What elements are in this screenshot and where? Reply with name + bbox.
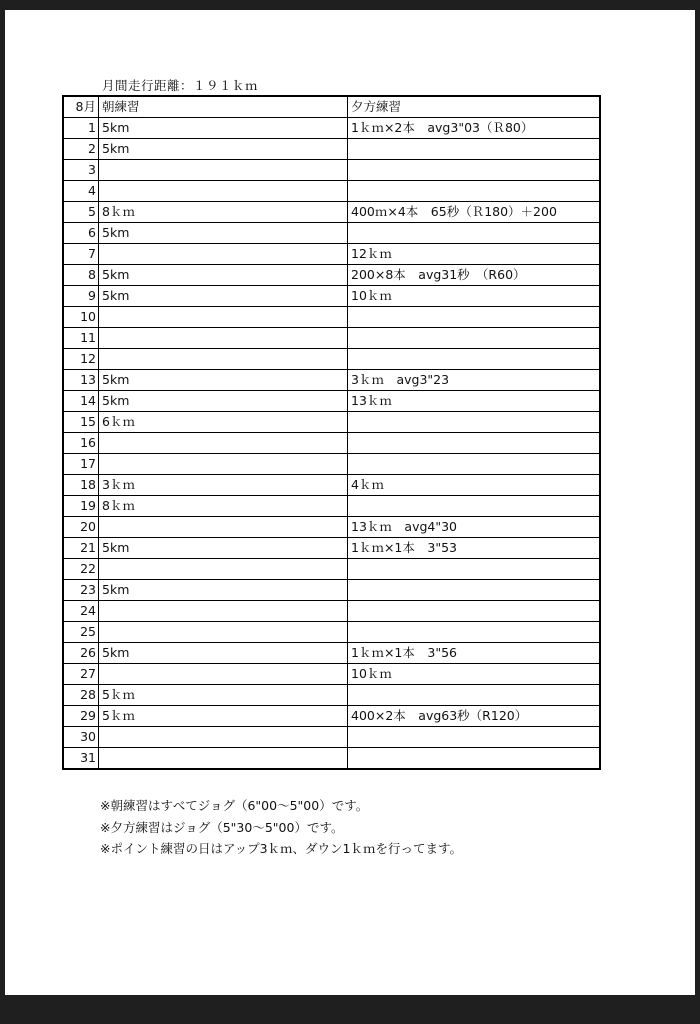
evening-cell: 400×2本 avg63秒（R120）	[348, 706, 601, 727]
notes-section	[100, 795, 462, 860]
day-cell: 15	[63, 412, 99, 433]
day-cell: 21	[63, 538, 99, 559]
table-row	[63, 601, 600, 622]
morning-cell: 5km	[99, 538, 348, 559]
evening-cell: 200×8本 avg31秒 （R60）	[348, 265, 601, 286]
morning-cell	[99, 181, 348, 202]
training-log-table	[62, 95, 601, 770]
morning-cell: 5km	[99, 391, 348, 412]
table-row	[63, 286, 600, 307]
table-row	[63, 139, 600, 160]
evening-cell	[348, 139, 601, 160]
table-row	[63, 496, 600, 517]
evening-cell	[348, 496, 601, 517]
table-row	[63, 643, 600, 664]
morning-cell: 5km	[99, 370, 348, 391]
day-cell: 8	[63, 265, 99, 286]
table-row	[63, 706, 600, 727]
evening-cell: 13ｋｍ	[348, 391, 601, 412]
day-cell: 23	[63, 580, 99, 601]
evening-cell	[348, 160, 601, 181]
morning-cell: 5km	[99, 580, 348, 601]
morning-cell	[99, 160, 348, 181]
evening-cell	[348, 685, 601, 706]
morning-cell	[99, 307, 348, 328]
day-cell: 14	[63, 391, 99, 412]
evening-cell: 10ｋｍ	[348, 286, 601, 307]
day-cell: 25	[63, 622, 99, 643]
day-cell: 24	[63, 601, 99, 622]
morning-cell: 8ｋｍ	[99, 202, 348, 223]
table-row	[63, 580, 600, 601]
evening-cell	[348, 559, 601, 580]
table-row	[63, 328, 600, 349]
table-row	[63, 412, 600, 433]
monthly-distance-summary: 月間走行距離：１９１ｋｍ	[102, 78, 259, 93]
table-row	[63, 370, 600, 391]
day-cell: 17	[63, 454, 99, 475]
morning-cell	[99, 454, 348, 475]
morning-cell	[99, 601, 348, 622]
morning-cell	[99, 244, 348, 265]
evening-practice-header: 夕方練習	[348, 96, 601, 118]
day-cell: 26	[63, 643, 99, 664]
day-cell: 20	[63, 517, 99, 538]
note-line: ※夕方練習はジョグ（5"30〜5"00）です。	[100, 819, 344, 835]
table-row	[63, 475, 600, 496]
table-row	[63, 727, 600, 748]
viewer-bottom-bar	[0, 995, 700, 1024]
morning-cell	[99, 748, 348, 770]
day-cell: 11	[63, 328, 99, 349]
evening-cell: 3ｋｍ avg3"23	[348, 370, 601, 391]
table-row	[63, 433, 600, 454]
evening-cell: 13ｋｍ avg4"30	[348, 517, 601, 538]
day-cell: 12	[63, 349, 99, 370]
note-line: ※ポイント練習の日はアップ3ｋｍ、ダウン1ｋｍを行ってます。	[100, 841, 463, 856]
evening-cell	[348, 454, 601, 475]
day-cell: 30	[63, 727, 99, 748]
morning-cell	[99, 727, 348, 748]
morning-cell	[99, 349, 348, 370]
evening-cell	[348, 601, 601, 622]
day-cell: 7	[63, 244, 99, 265]
table-row	[63, 685, 600, 706]
table-row	[63, 223, 600, 244]
day-cell: 6	[63, 223, 99, 244]
day-cell: 3	[63, 160, 99, 181]
morning-cell	[99, 622, 348, 643]
evening-cell: 1ｋｍ×2本 avg3"03（Ｒ80）	[348, 118, 601, 139]
table-row	[63, 160, 600, 181]
table-row	[63, 265, 600, 286]
morning-cell	[99, 664, 348, 685]
morning-cell: 5km	[99, 643, 348, 664]
evening-cell	[348, 580, 601, 601]
evening-cell	[348, 412, 601, 433]
table-row	[63, 391, 600, 412]
table-row	[63, 118, 600, 139]
morning-cell	[99, 433, 348, 454]
morning-cell: 5km	[99, 286, 348, 307]
day-cell: 1	[63, 118, 99, 139]
evening-cell	[348, 433, 601, 454]
table-row	[63, 202, 600, 223]
morning-cell	[99, 559, 348, 580]
evening-cell	[348, 349, 601, 370]
morning-cell: 5km	[99, 223, 348, 244]
evening-cell	[348, 622, 601, 643]
training-log-body	[63, 118, 600, 770]
table-row	[63, 538, 600, 559]
table-row	[63, 517, 600, 538]
day-cell: 18	[63, 475, 99, 496]
table-row	[63, 307, 600, 328]
day-cell: 9	[63, 286, 99, 307]
evening-cell	[348, 181, 601, 202]
morning-cell: 3ｋｍ	[99, 475, 348, 496]
morning-cell: 5km	[99, 265, 348, 286]
evening-cell	[348, 307, 601, 328]
table-row	[63, 664, 600, 685]
table-row	[63, 349, 600, 370]
evening-cell: 12ｋｍ	[348, 244, 601, 265]
day-cell: 28	[63, 685, 99, 706]
evening-cell: 4ｋｍ	[348, 475, 601, 496]
morning-cell	[99, 328, 348, 349]
table-row	[63, 244, 600, 265]
month-header: 8月	[63, 96, 99, 118]
evening-cell: 10ｋｍ	[348, 664, 601, 685]
day-cell: 5	[63, 202, 99, 223]
day-cell: 31	[63, 748, 99, 770]
table-row	[63, 454, 600, 475]
day-cell: 27	[63, 664, 99, 685]
evening-cell	[348, 748, 601, 770]
evening-cell: 1ｋｍ×1本 3"53	[348, 538, 601, 559]
day-cell: 13	[63, 370, 99, 391]
table-row	[63, 622, 600, 643]
note-line: ※朝練習はすべてジョグ（6"00〜5"00）です。	[100, 798, 369, 813]
day-cell: 19	[63, 496, 99, 517]
evening-cell: 400ｍ×4本 65秒（Ｒ180）＋200	[348, 202, 601, 223]
morning-cell	[99, 517, 348, 538]
morning-cell: 5km	[99, 139, 348, 160]
evening-cell	[348, 223, 601, 244]
evening-cell	[348, 328, 601, 349]
evening-cell: 1ｋｍ×1本 3"56	[348, 643, 601, 664]
document-page	[5, 10, 695, 995]
day-cell: 2	[63, 139, 99, 160]
day-cell: 22	[63, 559, 99, 580]
morning-cell: 8ｋｍ	[99, 496, 348, 517]
table-row	[63, 748, 600, 770]
day-cell: 29	[63, 706, 99, 727]
morning-cell: 5km	[99, 118, 348, 139]
morning-cell: 5ｋｍ	[99, 685, 348, 706]
day-cell: 16	[63, 433, 99, 454]
table-row	[63, 559, 600, 580]
day-cell: 10	[63, 307, 99, 328]
morning-practice-header: 朝練習	[99, 96, 348, 118]
evening-cell	[348, 727, 601, 748]
day-cell: 4	[63, 181, 99, 202]
table-header-row	[63, 96, 600, 118]
morning-cell: 6ｋｍ	[99, 412, 348, 433]
morning-cell: 5ｋｍ	[99, 706, 348, 727]
table-row	[63, 181, 600, 202]
